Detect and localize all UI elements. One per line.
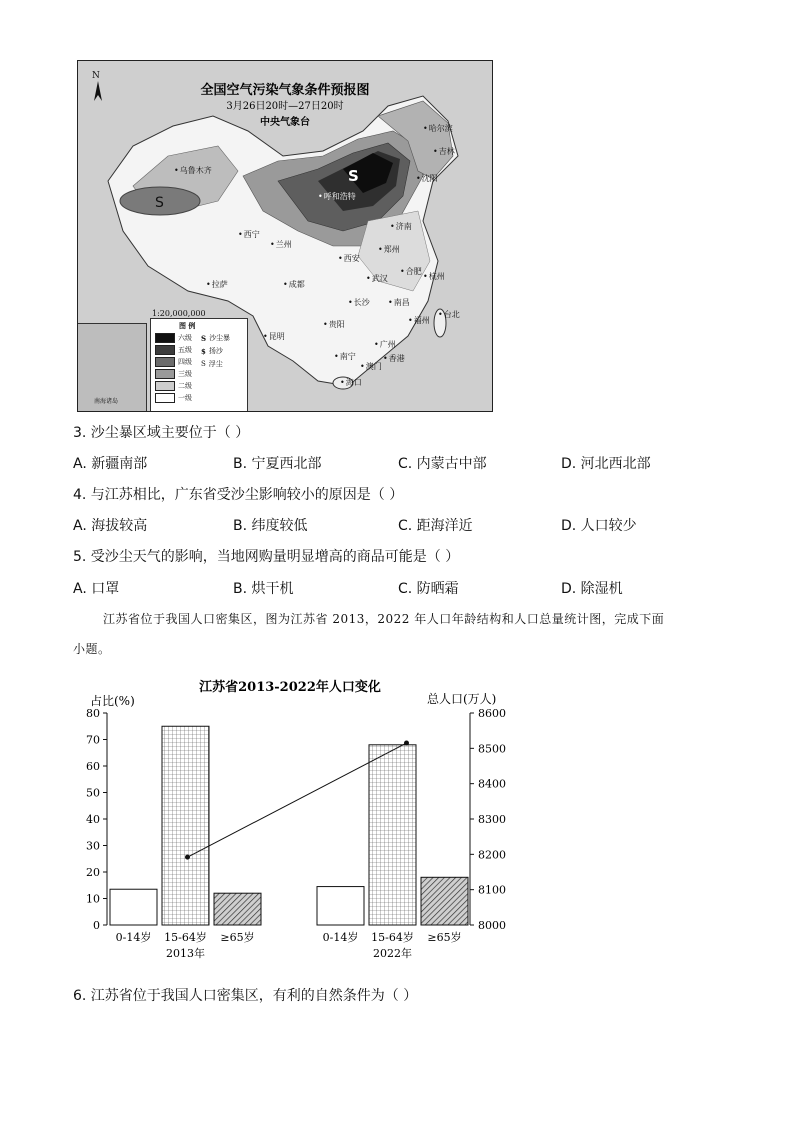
legend-symbol-row: $ 扬沙 — [201, 346, 223, 356]
y-tick-label: 70 — [86, 733, 100, 747]
city-label: • 福州 — [408, 315, 430, 326]
city-label: • 吉林 — [433, 146, 455, 157]
x-category-label: 15-64岁 — [371, 931, 414, 944]
city-label: • 拉萨 — [206, 279, 228, 290]
legend-level-row: 六级 — [155, 333, 192, 343]
legend-swatch — [155, 357, 175, 367]
city-label: • 香港 — [383, 353, 405, 364]
city-label: • 兰州 — [270, 239, 292, 250]
question-6-stem: 6. 江苏省位于我国人口密集区，有利的自然条件为（ ） — [73, 988, 418, 1004]
y-tick-label: 60 — [86, 760, 100, 773]
bar-1-1 — [369, 745, 416, 925]
city-label: • 西宁 — [238, 229, 260, 240]
y2-tick-label: 8600 — [478, 707, 506, 720]
passage-intro-line1: 江苏省位于我国人口密集区，图为江苏省 2013，2022 年人口年龄结构和人口总量统计图，完成下面 — [103, 612, 665, 626]
legend-symbol-row: S 浮尘 — [201, 360, 223, 368]
y-tick-label: 10 — [86, 892, 100, 906]
population-point-0 — [185, 855, 190, 860]
city-label: • 西安 — [338, 253, 360, 264]
x-category-label: 0-14岁 — [322, 931, 359, 944]
city-label: • 沈阳 — [416, 173, 438, 184]
x-axis-labels — [116, 930, 462, 960]
legend-level-row: 五级 — [155, 345, 192, 355]
map-subtitle: 3月26日20时—27日20时 — [226, 101, 344, 112]
svg-text:S: S — [348, 167, 359, 185]
city-label: • 杭州 — [423, 271, 445, 282]
x-category-label: 0-14岁 — [115, 931, 152, 944]
bar-0-0 — [110, 889, 157, 925]
q5-option-a[interactable]: A. 口罩 — [73, 581, 120, 597]
y-axis-label: 占比(%) — [90, 694, 135, 708]
city-label: • 海口 — [340, 377, 362, 388]
question-4-stem: 4. 与江苏相比，广东省受沙尘影响较小的原因是（ ） — [73, 487, 404, 503]
map-title: 全国空气污染气象条件预报图 — [200, 83, 370, 98]
x-group-label: 2022年 — [373, 947, 412, 960]
x-category-label: ≥65岁 — [427, 931, 462, 944]
population-point-1 — [404, 741, 409, 746]
city-label: • 济南 — [390, 221, 412, 232]
city-label: • 贵阳 — [323, 319, 345, 330]
legend-level-row: 二级 — [155, 381, 192, 391]
map-agency: 中央气象台 — [260, 117, 310, 128]
x-group-label: 2013年 — [166, 947, 205, 960]
sandstorm-icon: S — [201, 333, 207, 343]
q4-option-b[interactable]: B. 纬度较低 — [233, 518, 308, 534]
bar-0-2 — [214, 893, 261, 925]
q4-option-c[interactable]: C. 距海洋近 — [398, 518, 473, 534]
city-label: • 乌鲁木齐 — [174, 165, 212, 176]
city-label: • 澳门 — [360, 361, 382, 372]
legend-symbol-row: S 沙尘暴 — [201, 333, 231, 343]
svg-text:S: S — [155, 195, 164, 211]
city-label: • 成都 — [283, 279, 305, 290]
bar-0-1 — [162, 726, 209, 925]
x-category-label: ≥65岁 — [220, 931, 255, 944]
passage-intro-line2: 小题。 — [73, 642, 111, 656]
y2-tick-label: 8100 — [478, 883, 506, 897]
city-label: • 郑州 — [378, 244, 400, 255]
q5-option-d[interactable]: D. 除湿机 — [561, 581, 623, 597]
legend-swatch — [155, 393, 175, 403]
city-label: • 昆明 — [263, 331, 285, 342]
x-category-label: 15-64岁 — [164, 931, 207, 944]
city-label: • 南宁 — [334, 351, 356, 362]
legend-swatch — [155, 333, 175, 343]
y2-tick-label: 8000 — [478, 919, 506, 932]
question-3-stem: 3. 沙尘暴区域主要位于（ ） — [73, 425, 250, 441]
legend-title: 图 例 — [179, 321, 196, 330]
legend-level-row: 一级 — [155, 393, 192, 403]
city-label: • 哈尔滨 — [423, 123, 453, 134]
legend-swatch — [155, 369, 175, 379]
air-pollution-forecast-map — [77, 60, 493, 412]
population-chart — [80, 670, 520, 970]
city-label: • 台北 — [438, 309, 460, 320]
y2-tick-label: 8400 — [478, 777, 506, 791]
y2-tick-label: 8200 — [478, 848, 506, 862]
south-china-sea-inset — [78, 323, 147, 411]
bars — [110, 726, 468, 925]
city-label: • 呼和浩特 — [318, 191, 356, 202]
blowing-sand-icon: $ — [201, 346, 206, 356]
y-tick-label: 80 — [86, 707, 100, 720]
q4-option-d[interactable]: D. 人口较少 — [561, 518, 637, 534]
map-scale: 1:20,000,000 — [152, 309, 206, 318]
q3-option-b[interactable]: B. 宁夏西北部 — [233, 456, 322, 472]
q3-option-c[interactable]: C. 内蒙古中部 — [398, 456, 487, 472]
y-tick-label: 0 — [93, 919, 100, 932]
map-legend — [150, 318, 248, 412]
q4-option-a[interactable]: A. 海拔较高 — [73, 518, 148, 534]
bar-1-2 — [421, 877, 468, 925]
city-label: • 合肥 — [400, 266, 422, 277]
y-tick-label: 40 — [86, 813, 100, 826]
y2-tick-label: 8300 — [478, 813, 506, 826]
floating-dust-icon: S — [201, 360, 206, 368]
legend-level-row: 三级 — [155, 369, 192, 379]
y2-axis-label: 总人口(万人) — [427, 692, 497, 706]
chart-title: 江苏省2013-2022年人口变化 — [199, 680, 381, 695]
bar-1-0 — [317, 887, 364, 925]
y-tick-label: 50 — [86, 786, 100, 800]
legend-swatch — [155, 381, 175, 391]
city-label: • 南昌 — [388, 297, 410, 308]
legend-swatch — [155, 345, 175, 355]
inset-label: 南海诸岛 — [94, 398, 119, 405]
q3-option-a[interactable]: A. 新疆南部 — [73, 456, 148, 472]
q5-option-b[interactable]: B. 烘干机 — [233, 581, 294, 597]
north-label: N — [92, 71, 100, 81]
y-tick-label: 20 — [86, 866, 100, 879]
city-label: • 广州 — [374, 339, 396, 350]
question-5-stem: 5. 受沙尘天气的影响，当地网购量明显增高的商品可能是（ ） — [73, 549, 460, 565]
city-label: • 武汉 — [366, 273, 388, 284]
q3-option-d[interactable]: D. 河北西北部 — [561, 456, 651, 472]
q5-option-c[interactable]: C. 防晒霜 — [398, 581, 459, 597]
y-tick-label: 30 — [86, 839, 100, 853]
y2-tick-label: 8500 — [478, 742, 506, 756]
city-label: • 长沙 — [348, 297, 370, 308]
legend-level-row: 四级 — [155, 357, 192, 367]
